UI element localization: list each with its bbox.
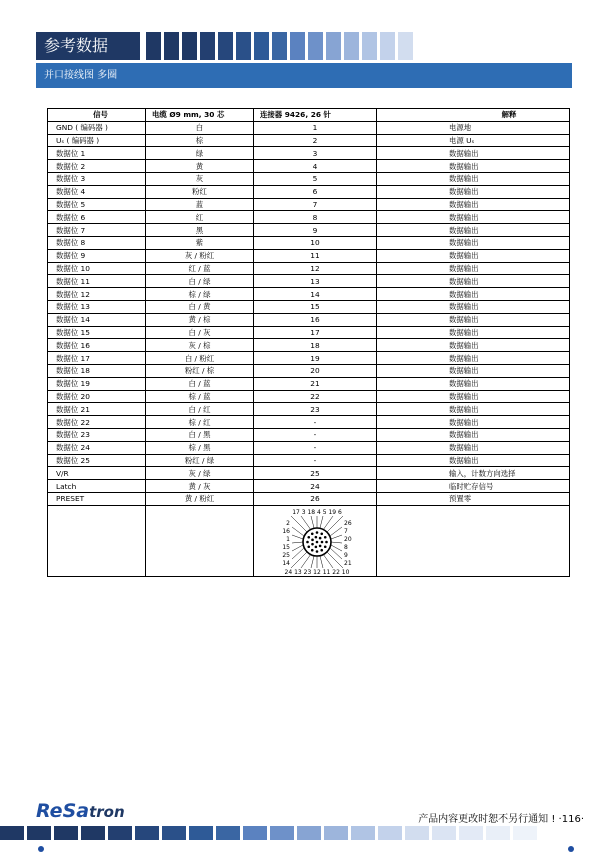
connector-pin-cell: 3 [254,147,377,160]
cable-color-cell: 红 / 蓝 [146,262,254,275]
pin-assignment-table [47,108,570,577]
signal-cell: 数据位 11 [48,275,146,288]
signal-cell: 数据位 3 [48,172,146,185]
decor-square [146,32,161,60]
cable-color-cell: 白 / 粉红 [146,352,254,365]
decor-square [324,826,348,840]
connector-pin-cell: 24 [254,480,377,493]
decor-square [27,826,51,840]
connector-pin [325,540,328,543]
explanation-cell: 数据输出 [377,339,570,352]
explanation-cell: 数据输出 [377,313,570,326]
explanation-cell: 数据输出 [377,454,570,467]
logo-main: ReSa [36,800,90,822]
connector-pin-label: 21 [343,559,352,567]
table-row [48,416,570,429]
connector-pin-cell: - [254,441,377,454]
table-row [48,339,570,352]
explanation-cell: 数据输出 [377,288,570,301]
signal-cell: 数据位 10 [48,262,146,275]
signal-cell: V/R [48,467,146,480]
footer-decor-squares [0,826,537,840]
connector-pin [315,540,318,543]
connector-pin-cell: 14 [254,288,377,301]
decor-square [164,32,179,60]
table-row [48,364,570,377]
connector-pin [310,549,313,552]
table-row [48,262,570,275]
table-row [48,211,570,224]
connector-pin-label: 16 [281,527,290,535]
decor-square [380,32,395,60]
connector-pin [307,536,310,539]
explanation-cell: 数据输出 [377,352,570,365]
signal-cell: 数据位 17 [48,352,146,365]
connector-pin-cell: 5 [254,172,377,185]
table-row [48,275,570,288]
signal-cell: 数据位 13 [48,300,146,313]
cable-color-cell: 黄 / 粉红 [146,492,254,505]
decor-square [270,826,294,840]
blank-cell [377,505,570,576]
table-row [48,185,570,198]
cable-color-cell: 白 / 绿 [146,275,254,288]
table-row [48,352,570,365]
footer-dot-right [568,846,574,852]
explanation-cell: 数据输出 [377,275,570,288]
table-row [48,160,570,173]
cable-color-cell: 灰 / 粉红 [146,249,254,262]
table-row [48,313,570,326]
connector-pin-label: 8 [343,543,348,551]
table-header-row [48,109,570,122]
connector-pin-cell: 21 [254,377,377,390]
cable-color-cell: 白 / 蓝 [146,377,254,390]
signal-cell: 数据位 15 [48,326,146,339]
decor-square [326,32,341,60]
connector-pin-cell: 15 [254,300,377,313]
explanation-cell: 数据输出 [377,211,570,224]
connector-pin-cell: 10 [254,236,377,249]
signal-cell: 数据位 23 [48,428,146,441]
connector-pin-label: 7 [343,527,348,535]
connector-pin-cell: 12 [254,262,377,275]
signal-cell: 数据位 1 [48,147,146,160]
cable-color-cell: 白 / 黑 [146,428,254,441]
connector-pin-cell: - [254,454,377,467]
signal-cell: 数据位 20 [48,390,146,403]
cable-color-cell: 粉红 [146,185,254,198]
signal-cell: 数据位 25 [48,454,146,467]
connector-pin [311,538,314,541]
connector-pinout-diagram [277,508,357,576]
connector-pin-cell: 22 [254,390,377,403]
signal-cell: 数据位 24 [48,441,146,454]
signal-cell: PRESET [48,492,146,505]
table-row [48,403,570,416]
table-row [48,390,570,403]
footer-dot-left [38,846,44,852]
decor-square [135,826,159,840]
cable-color-cell: 蓝 [146,198,254,211]
connector-pin [310,532,313,535]
decor-square [398,32,413,60]
signal-cell: 数据位 22 [48,416,146,429]
table-row [48,288,570,301]
connector-pin-label: 15 [281,543,290,551]
decor-square [272,32,287,60]
connector-pin-label: 14 [281,559,290,567]
title-bar [36,32,572,60]
decor-square [54,826,78,840]
explanation-cell: 数据输出 [377,172,570,185]
connector-pin [306,540,309,543]
explanation-cell: 临时贮存信号 [377,480,570,493]
blank-cell [48,505,146,576]
connector-pin-cell: 8 [254,211,377,224]
connector-pin-cell: 26 [254,492,377,505]
connector-pin-label: 2 [285,519,290,527]
signal-cell: 数据位 8 [48,236,146,249]
explanation-cell: 数据输出 [377,364,570,377]
explanation-cell: 数据输出 [377,185,570,198]
header-explanation: 解释 [377,109,570,122]
connector-pin-cell: 9 [254,224,377,237]
connector-pin-cell: 17 [254,326,377,339]
cable-color-cell: 粉红 / 棕 [146,364,254,377]
table-row [48,249,570,262]
connector-pin [320,549,323,552]
explanation-cell: 数据输出 [377,441,570,454]
connector-pin [314,536,317,539]
explanation-cell: 数据输出 [377,403,570,416]
decor-square [236,32,251,60]
explanation-cell: 数据输出 [377,326,570,339]
decor-square [486,826,510,840]
decor-square [0,826,24,840]
explanation-cell: 数据输出 [377,160,570,173]
table-row [48,300,570,313]
table-row [48,147,570,160]
connector-pin-cell: 7 [254,198,377,211]
table-row [48,236,570,249]
decor-square [218,32,233,60]
explanation-cell: 数据输出 [377,236,570,249]
cable-color-cell: 绿 [146,147,254,160]
connector-pin-cell: 1 [254,121,377,134]
table-row [48,454,570,467]
signal-cell: GND ( 编码器 ) [48,121,146,134]
connector-pin [323,536,326,539]
decor-square [189,826,213,840]
connector-pin-cell: 19 [254,352,377,365]
signal-cell: Latch [48,480,146,493]
cable-color-cell: 粉红 / 绿 [146,454,254,467]
explanation-cell: 输入，计数方向选择 [377,467,570,480]
connector-pin [320,540,323,543]
connector-bottom-labels: 24 13 23 12 11 22 10 [284,568,349,576]
cable-color-cell: 棕 / 红 [146,416,254,429]
signal-cell: 数据位 7 [48,224,146,237]
connector-pin [311,543,314,546]
decor-square [459,826,483,840]
cable-color-cell: 白 / 黄 [146,300,254,313]
connector-pin [318,544,321,547]
section-subtitle: 并口接线图 多圈 [36,63,572,88]
connector-diagram-row [48,505,570,576]
connector-pin [315,531,318,534]
signal-cell: Uₛ ( 编码器 ) [48,134,146,147]
connector-pin-cell: 11 [254,249,377,262]
connector-pin-cell: - [254,416,377,429]
title-decor-squares [146,32,413,60]
table-row [48,121,570,134]
signal-cell: 数据位 9 [48,249,146,262]
signal-cell: 数据位 19 [48,377,146,390]
table-row [48,326,570,339]
decor-square [243,826,267,840]
table-row [48,428,570,441]
connector-pin [320,532,323,535]
connector-left-labels [282,520,290,567]
decor-square [432,826,456,840]
signal-cell: 数据位 2 [48,160,146,173]
connector-pin-cell: 2 [254,134,377,147]
decor-square [81,826,105,840]
connector-pin-cell: 4 [254,160,377,173]
decor-square [254,32,269,60]
decor-square [344,32,359,60]
connector-pin-cell: - [254,428,377,441]
connector-pin-cell: 20 [254,364,377,377]
decor-square [108,826,132,840]
explanation-cell: 数据输出 [377,262,570,275]
decor-square [182,32,197,60]
cable-color-cell: 灰 [146,172,254,185]
decor-square [162,826,186,840]
signal-cell: 数据位 16 [48,339,146,352]
cable-color-cell: 紫 [146,236,254,249]
table-row [48,441,570,454]
logo-tail: tron [89,803,125,821]
cable-color-cell: 黄 / 灰 [146,480,254,493]
table-row [48,172,570,185]
explanation-cell: 数据输出 [377,416,570,429]
table-row [48,467,570,480]
table-row [48,224,570,237]
signal-cell: 数据位 18 [48,364,146,377]
connector-pin-label: 20 [343,535,352,543]
explanation-cell: 数据输出 [377,300,570,313]
signal-cell: 数据位 21 [48,403,146,416]
cable-color-cell: 黑 [146,224,254,237]
connector-pin [318,536,321,539]
signal-cell: 数据位 6 [48,211,146,224]
cable-color-cell: 黄 [146,160,254,173]
explanation-cell: 数据输出 [377,147,570,160]
connector-pin-cell: 25 [254,467,377,480]
signal-cell: 数据位 4 [48,185,146,198]
connector-pin [314,545,317,548]
connector-pin-label: 26 [343,519,352,527]
connector-pin [307,545,310,548]
footer-notice: 产品内容更改时恕不另行通知 ! ·116· [418,814,584,825]
connector-pin-cell: 16 [254,313,377,326]
table-row [48,480,570,493]
connector-pin-label: 1 [285,535,290,543]
connector-pin-cell: 13 [254,275,377,288]
header-signal: 信号 [48,109,146,122]
company-logo [36,800,125,822]
connector-pin-label: 9 [343,551,348,559]
cable-color-cell: 棕 / 蓝 [146,390,254,403]
explanation-cell: 数据输出 [377,249,570,262]
decor-square [405,826,429,840]
connector-top-labels: 17 3 18 4 5 19 6 [291,508,342,516]
explanation-cell: 数据输出 [377,224,570,237]
decor-square [290,32,305,60]
decor-square [513,826,537,840]
cable-color-cell: 黄 / 棕 [146,313,254,326]
decor-square [378,826,402,840]
decor-square [216,826,240,840]
cable-color-cell: 白 [146,121,254,134]
header-cable: 电缆 Ø9 mm, 30 芯 [146,109,254,122]
connector-pin [323,545,326,548]
header-connector: 连接器 9426, 26 针 [254,109,377,122]
explanation-cell: 电源 Uₛ [377,134,570,147]
decor-square [200,32,215,60]
cable-color-cell: 红 [146,211,254,224]
table-row [48,492,570,505]
connector-pin-cell: 23 [254,403,377,416]
cable-color-cell: 棕 [146,134,254,147]
explanation-cell: 数据输出 [377,428,570,441]
table-row [48,134,570,147]
signal-cell: 数据位 14 [48,313,146,326]
connector-pin-cell: 6 [254,185,377,198]
connector-pins [306,531,328,553]
cable-color-cell: 白 / 灰 [146,326,254,339]
signal-cell: 数据位 12 [48,288,146,301]
decor-square [362,32,377,60]
page-title: 参考数据 [36,32,140,60]
connector-pin-cell: 18 [254,339,377,352]
decor-square [297,826,321,840]
table-row [48,198,570,211]
cable-color-cell: 棕 / 黑 [146,441,254,454]
table-row [48,377,570,390]
connector-pin [315,550,318,553]
blank-cell [146,505,254,576]
explanation-cell: 数据输出 [377,377,570,390]
explanation-cell: 电源地 [377,121,570,134]
connector-pin-label: 25 [281,551,290,559]
cable-color-cell: 棕 / 绿 [146,288,254,301]
cable-color-cell: 灰 / 棕 [146,339,254,352]
decor-square [351,826,375,840]
explanation-cell: 数据输出 [377,198,570,211]
explanation-cell: 数据输出 [377,390,570,403]
signal-cell: 数据位 5 [48,198,146,211]
decor-square [308,32,323,60]
connector-diagram-cell [254,505,377,576]
explanation-cell: 预置零 [377,492,570,505]
cable-color-cell: 灰 / 绿 [146,467,254,480]
connector-right-labels [344,520,352,567]
cable-color-cell: 白 / 红 [146,403,254,416]
